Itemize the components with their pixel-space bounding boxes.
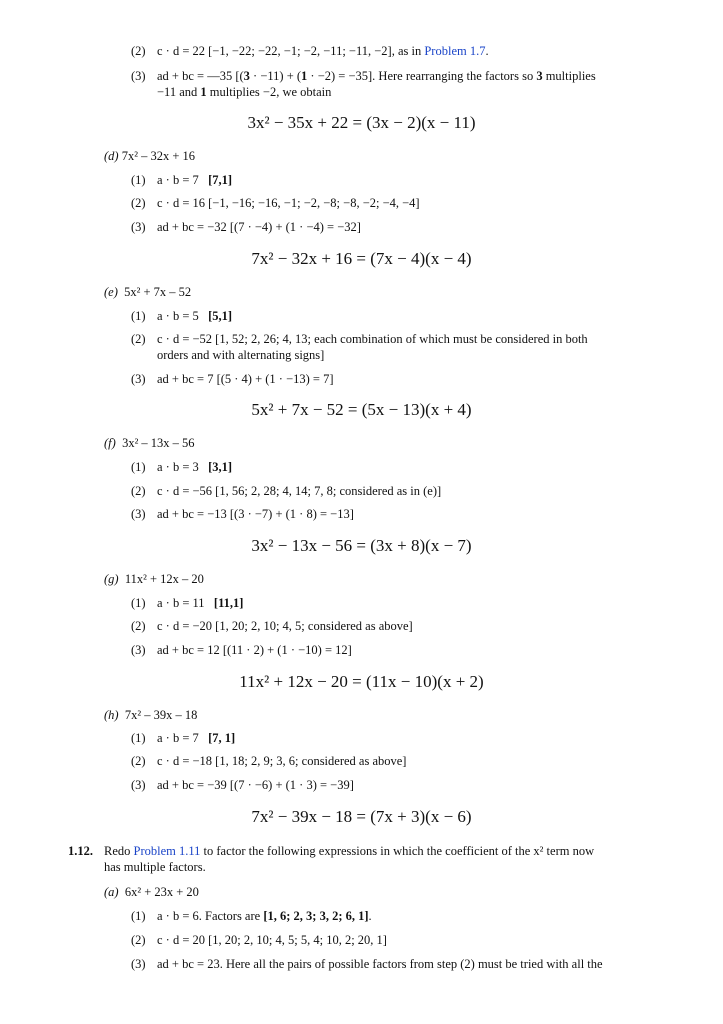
step-line: ad + bc = −39 [(7 · −6) + (1 · 3) = −39]: [157, 778, 354, 792]
part-heading: [104, 571, 204, 587]
part-expression: 5x² + 7x – 52: [124, 285, 192, 299]
problem-statement-continued: has multiple factors.: [104, 860, 206, 874]
step-number: (2): [131, 44, 146, 58]
step-text: a · b = 5: [157, 309, 199, 323]
step-number: (2): [131, 619, 146, 633]
bold-factors: [3,1]: [208, 460, 233, 474]
step-line: c · d = −52 [1, 52; 2, 26; 4, 13; each combination of which must be considered in both: [157, 332, 588, 346]
step-text: .: [368, 909, 372, 923]
bold-factor: 3: [536, 69, 543, 83]
step-number: (3): [131, 220, 146, 234]
step-number: (2): [131, 484, 146, 498]
step-line: [157, 68, 596, 84]
step-number: (2): [131, 196, 146, 210]
bold-factors: [5,1]: [208, 309, 233, 323]
step-line: c · d = −20 [1, 20; 2, 10; 4, 5; considered as above]: [157, 619, 413, 633]
bold-factor: 1: [301, 69, 308, 83]
problem-text: to factor the following expressions in which the coefficient of the x² term now: [200, 844, 595, 858]
step-number: (3): [131, 957, 146, 971]
part-expression: 7x² – 39x – 18: [124, 708, 198, 722]
bold-factors: [7,1]: [208, 173, 233, 187]
step-number: (3): [131, 643, 146, 657]
step-number: (3): [131, 507, 146, 521]
step-number: (1): [131, 596, 146, 610]
step-text: · −2) = −35]. Here rearranging the factors so: [307, 69, 537, 83]
step-text: c · d = 22 [−1, −22; −22, −1; −2, −11; −11, −2], as in: [157, 44, 425, 58]
step-line: c · d = 20 [1, 20; 2, 10; 4, 5; 5, 4; 10, 2; 20, 1]: [157, 933, 387, 947]
step-line: [157, 730, 235, 746]
step-line: [157, 908, 372, 924]
step-text: a · b = 6. Factors are: [157, 909, 264, 923]
step-line: ad + bc = −32 [(7 · −4) + (1 · −4) = −32]: [157, 220, 361, 234]
step-number: (2): [131, 933, 146, 947]
step-line: ad + bc = 12 [(11 · 2) + (1 · −10) = 12]: [157, 643, 352, 657]
step-text: −11 and: [157, 85, 201, 99]
step-line: c · d = −56 [1, 56; 2, 28; 4, 14; 7, 8; considered as in (e)]: [157, 484, 442, 498]
bold-factors: [11,1]: [213, 596, 244, 610]
factored-equation: 3x² − 35x + 22 = (3x − 2)(x − 11): [247, 113, 476, 132]
step-number: (1): [131, 309, 146, 323]
step-number: (1): [131, 731, 146, 745]
part-label: (d): [104, 149, 119, 163]
step-text: ad + bc = —35 [(: [157, 69, 244, 83]
step-line: ad + bc = −13 [(3 · −7) + (1 · 8) = −13]: [157, 507, 354, 521]
step-number: (1): [131, 909, 146, 923]
part-heading: [104, 284, 191, 300]
part-heading: [104, 707, 197, 723]
part-expression: 6x² + 23x + 20: [124, 885, 199, 899]
part-expression: 3x² – 13x – 56: [122, 436, 195, 450]
step-text: a · b = 7: [157, 731, 199, 745]
step-text: multiplies −2, we obtain: [206, 85, 332, 99]
step-line: [157, 308, 232, 324]
step-line: ad + bc = 23. Here all the pairs of possible factors from step (2) must be tried with all the: [157, 957, 603, 971]
problem-text: Redo: [104, 844, 134, 858]
part-label: (a): [104, 885, 119, 899]
step-line: [157, 595, 243, 611]
step-number: (3): [131, 372, 146, 386]
step-text: a · b = 3: [157, 460, 199, 474]
problem-link[interactable]: Problem 1.7: [424, 44, 486, 58]
factored-equation: 7x² − 32x + 16 = (7x − 4)(x − 4): [251, 249, 472, 268]
factored-equation: 11x² + 12x − 20 = (11x − 10)(x + 2): [239, 672, 484, 691]
part-expression: 11x² + 12x – 20: [124, 572, 204, 586]
step-text: multiplies: [542, 69, 596, 83]
step-number: (3): [131, 69, 146, 83]
part-label: (e): [104, 285, 118, 299]
factored-equation: 7x² − 39x − 18 = (7x + 3)(x − 6): [251, 807, 472, 826]
step-line-continued: orders and with alternating signs]: [157, 348, 325, 362]
bold-factors: [7, 1]: [208, 731, 236, 745]
step-number: (2): [131, 332, 146, 346]
step-text: a · b = 7: [157, 173, 199, 187]
step-number: (3): [131, 778, 146, 792]
step-number: (1): [131, 460, 146, 474]
part-label: (g): [104, 572, 119, 586]
factored-equation: 5x² + 7x − 52 = (5x − 13)(x + 4): [251, 400, 472, 419]
step-line: [157, 459, 232, 475]
step-line: [157, 43, 489, 59]
step-line: ad + bc = 7 [(5 · 4) + (1 · −13) = 7]: [157, 372, 334, 386]
part-label: (f): [104, 436, 116, 450]
part-heading: [104, 435, 195, 451]
problem-statement: [104, 843, 594, 859]
part-expression: 7x² – 32x + 16: [121, 149, 196, 163]
step-text: · −11) + (: [249, 69, 302, 83]
step-number: (2): [131, 754, 146, 768]
bold-factor: 1: [200, 85, 207, 99]
step-text: .: [485, 44, 489, 58]
step-line: c · d = −18 [1, 18; 2, 9; 3, 6; considered as above]: [157, 754, 407, 768]
factored-equation: 3x² − 13x − 56 = (3x + 8)(x − 7): [251, 536, 472, 555]
step-text: a · b = 11: [157, 596, 205, 610]
bold-factors: [1, 6; 2, 3; 3, 2; 6, 1]: [263, 909, 369, 923]
step-line: c · d = 16 [−1, −16; −16, −1; −2, −8; −8, −2; −4, −4]: [157, 196, 420, 210]
problem-number: 1.12.: [68, 844, 93, 858]
problem-link[interactable]: Problem 1.11: [133, 844, 201, 858]
part-heading: [104, 148, 195, 164]
bold-factor: 3: [243, 69, 250, 83]
part-heading: [104, 884, 199, 900]
step-line: [157, 172, 232, 188]
step-number: (1): [131, 173, 146, 187]
step-line-continued: [157, 84, 331, 100]
part-label: (h): [104, 708, 119, 722]
